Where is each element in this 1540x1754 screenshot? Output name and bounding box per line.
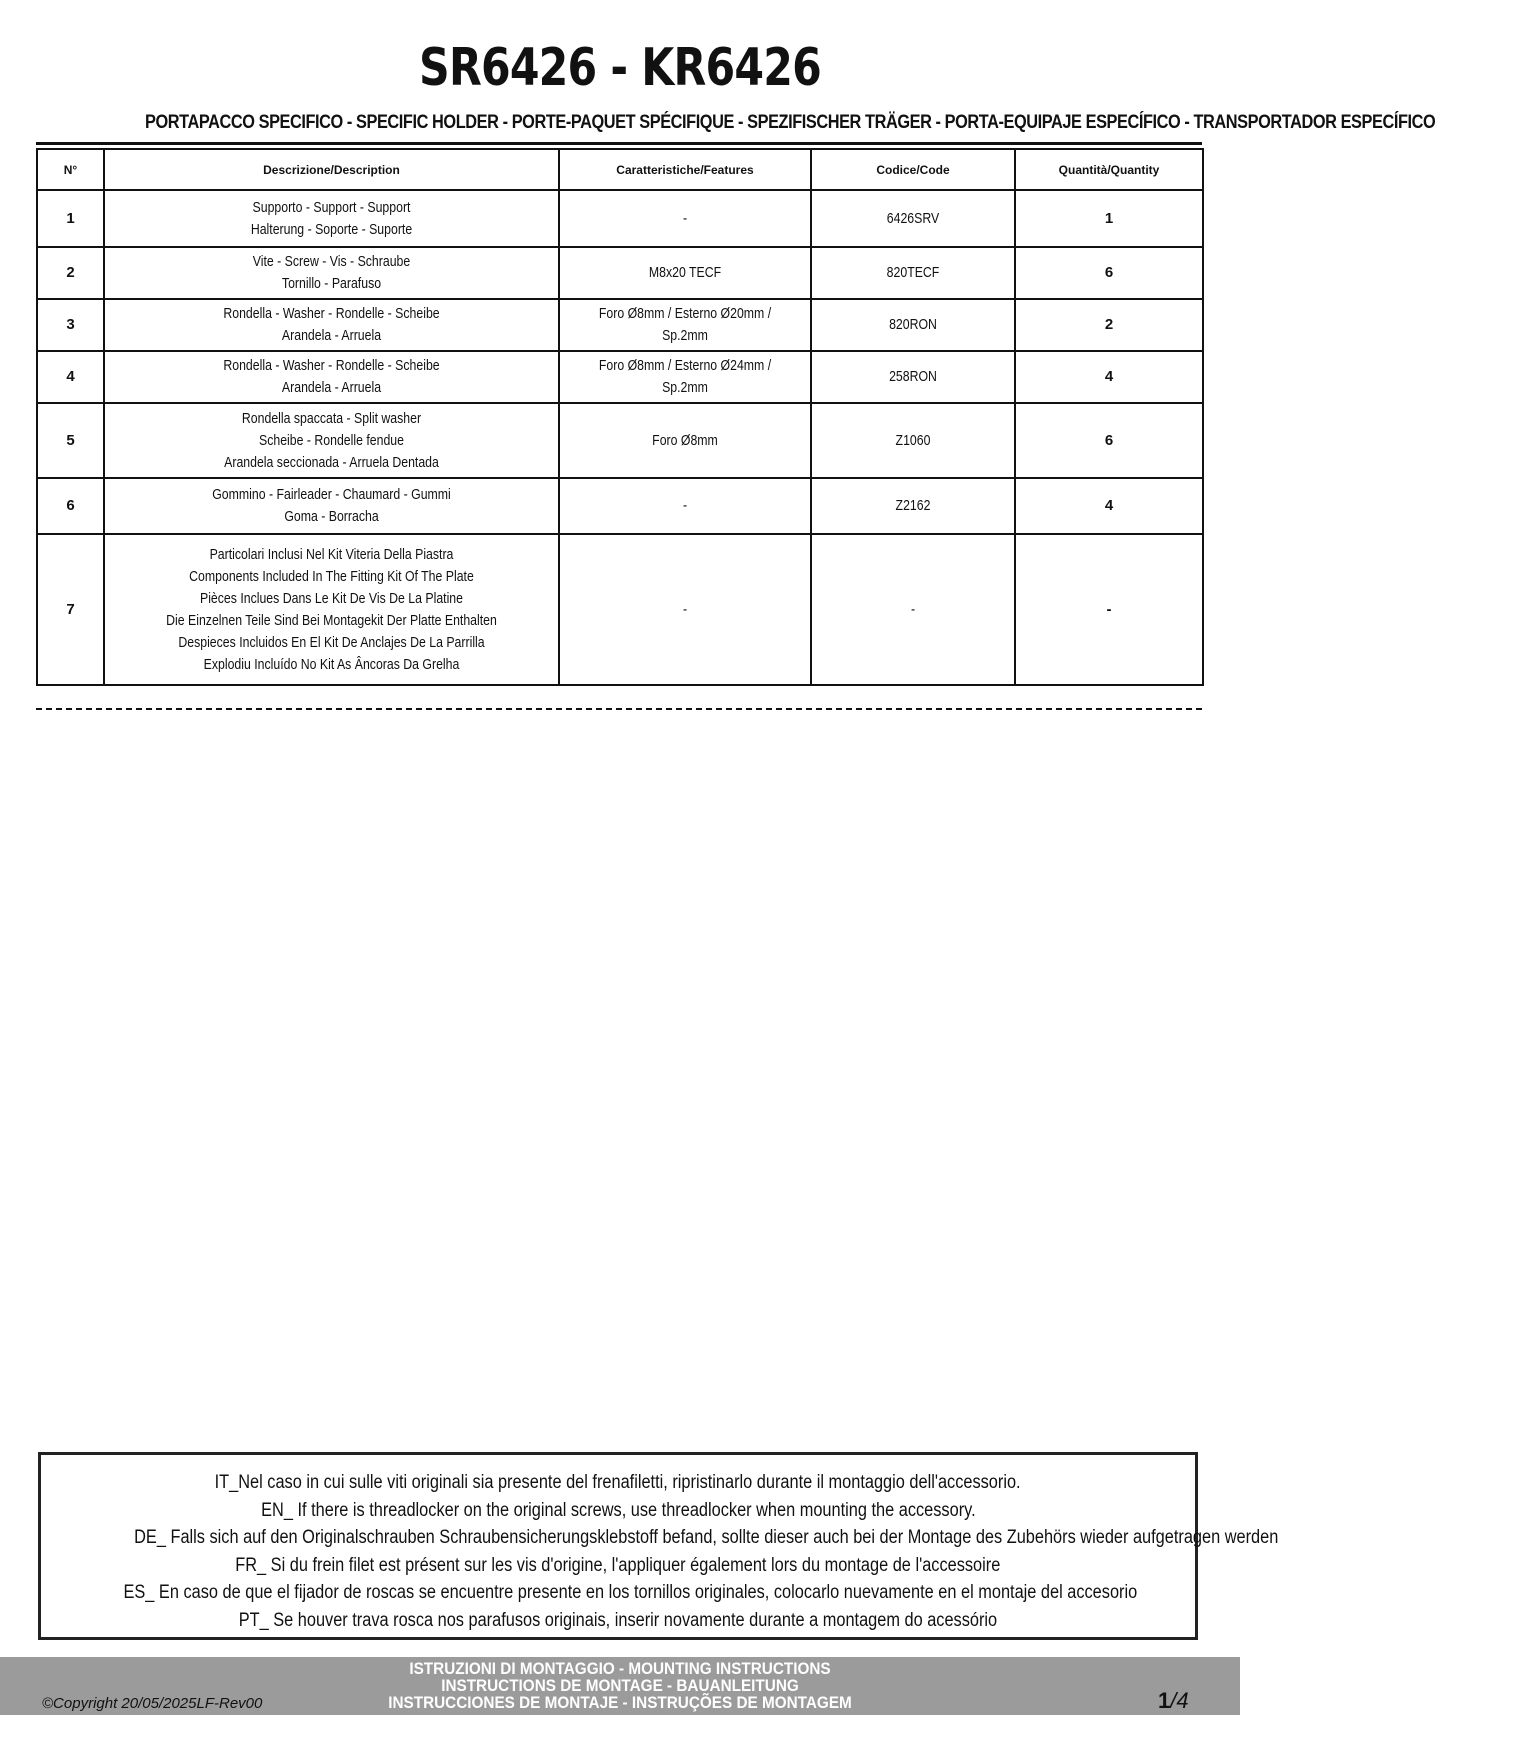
description-line: Despieces Incluidos En El Kit De Anclajes De La Parrilla — [178, 633, 485, 651]
description-line: Particolari Inclusi Nel Kit Viteria Della Piastra — [209, 545, 454, 563]
description-line: Scheibe - Rondelle fendue — [259, 431, 404, 449]
cell-num: 7 — [37, 534, 104, 685]
code-text: 820RON — [889, 316, 937, 333]
cell-features — [559, 534, 811, 685]
cell-features — [559, 247, 811, 299]
description-line: Rondella - Washer - Rondelle - Scheibe — [223, 357, 440, 374]
cell-features — [559, 403, 811, 478]
cell-num: 2 — [37, 247, 104, 299]
description-line: Goma - Borracha — [284, 508, 379, 525]
code-text: - — [910, 600, 916, 618]
features-line: - — [682, 497, 688, 514]
note-de: DE_ Falls sich auf den Originalschrauben Schraubensicherungsklebstoff befand, sollte dieser auch bei der Montage des Zubehörs wieder aufgetragen werden — [134, 1527, 1279, 1548]
cell-quantity: - — [1015, 534, 1203, 685]
table-row — [37, 351, 1203, 403]
cell-features — [559, 351, 811, 403]
description-line: Explodiu Incluído No Kit As Âncoras Da Grelha — [203, 655, 460, 673]
features-line: Foro Ø8mm / Esterno Ø20mm / — [598, 305, 772, 322]
header-description: Descrizione/Description — [104, 149, 559, 190]
features-line: Sp.2mm — [662, 379, 708, 396]
table-row — [37, 478, 1203, 534]
cell-description — [104, 478, 559, 534]
header-features: Caratteristiche/Features — [559, 149, 811, 190]
page-number — [1158, 1688, 1189, 1714]
table-row — [37, 190, 1203, 247]
footer-title-line: ISTRUZIONI DI MONTAGGIO - MOUNTING INSTRUCTIONS — [409, 1659, 831, 1678]
footer-title-line: INSTRUCCIONES DE MONTAJE - INSTRUÇÕES DE MONTAGEM — [388, 1693, 852, 1712]
cell-code — [811, 247, 1015, 299]
code-text: Z2162 — [895, 497, 931, 514]
description-line: Halterung - Soporte - Suporte — [250, 220, 413, 238]
note-en: EN_ If there is threadlocker on the original screws, use threadlocker when mounting the accessory. — [260, 1499, 976, 1521]
cell-features — [559, 478, 811, 534]
description-line: Vite - Screw - Vis - Schraube — [252, 253, 411, 270]
features-line: M8x20 TECF — [648, 264, 722, 281]
code-text: 820TECF — [886, 264, 940, 281]
dashed-separator — [36, 708, 1202, 710]
cell-num: 6 — [37, 478, 104, 534]
parts-table-body — [37, 190, 1203, 685]
code-text: Z1060 — [895, 431, 931, 449]
note-es: ES_ En caso de que el fijador de roscas se encuentre presente en los tornillos originales, colocarlo nuevamente en el montaje del accesorio — [123, 1582, 1138, 1603]
description-line: Rondella - Washer - Rondelle - Scheibe — [223, 305, 440, 322]
footer-title-line: INSTRUCTIONS DE MONTAGE - BAUANLEITUNG — [441, 1676, 799, 1695]
cell-code — [811, 534, 1015, 685]
features-line: Foro Ø8mm — [652, 431, 718, 449]
page-total: /4 — [1170, 1688, 1189, 1713]
cell-features — [559, 190, 811, 247]
table-row — [37, 247, 1203, 299]
header-num: N° — [37, 149, 104, 190]
cell-code — [811, 478, 1015, 534]
cell-code — [811, 351, 1015, 403]
note-pt: PT_ Se houver trava rosca nos parafusos originais, inserir novamente durante a montagem do acessório — [238, 1609, 998, 1631]
description-line: Gommino - Fairleader - Chaumard - Gummi — [212, 486, 451, 503]
table-header-row — [37, 149, 1203, 190]
description-line: Die Einzelnen Teile Sind Bei Montagekit Der Platte Enthalten — [166, 611, 497, 629]
cell-description — [104, 299, 559, 351]
cell-description — [104, 351, 559, 403]
table-row — [37, 299, 1203, 351]
threadlocker-notes — [38, 1452, 1279, 1640]
cell-num: 1 — [37, 190, 104, 247]
description-line: Arandela - Arruela — [281, 327, 382, 344]
cell-quantity: 6 — [1015, 247, 1203, 299]
description-line: Arandela - Arruela — [281, 379, 382, 396]
page-current: 1 — [1158, 1688, 1171, 1713]
features-line: Foro Ø8mm / Esterno Ø24mm / — [598, 357, 772, 374]
cell-description — [104, 403, 559, 478]
cell-code — [811, 403, 1015, 478]
cell-code — [811, 190, 1015, 247]
note-it: IT_Nel caso in cui sulle viti originali sia presente del frenafiletti, ripristinarlo durante il montaggio dell'accessorio. — [214, 1472, 1021, 1493]
copyright: ©Copyright 20/05/2025LF-Rev00 — [42, 1695, 263, 1712]
cell-description — [104, 247, 559, 299]
cell-description — [104, 190, 559, 247]
header-code: Codice/Code — [811, 149, 1015, 190]
description-line: Tornillo - Parafuso — [281, 275, 382, 292]
table-row — [37, 534, 1203, 685]
cell-quantity: 4 — [1015, 478, 1203, 534]
code-text: 6426SRV — [886, 209, 940, 227]
cell-quantity: 2 — [1015, 299, 1203, 351]
cell-num: 5 — [37, 403, 104, 478]
cell-quantity: 6 — [1015, 403, 1203, 478]
cell-description — [104, 534, 559, 685]
table-row — [37, 403, 1203, 478]
top-rule — [36, 142, 1202, 145]
cell-quantity: 4 — [1015, 351, 1203, 403]
cell-num: 4 — [37, 351, 104, 403]
code-text: 258RON — [889, 368, 937, 385]
document-subtitle — [40, 112, 1436, 134]
note-fr: FR_ Si du frein filet est présent sur les vis d'origine, l'appliquer également lors du montage de l'accessoire — [235, 1554, 1001, 1576]
footer-title — [340, 1660, 900, 1711]
features-line: Sp.2mm — [662, 327, 708, 344]
features-line: - — [682, 600, 688, 618]
cell-code — [811, 299, 1015, 351]
features-line: - — [682, 209, 688, 227]
description-line: Pièces Inclues Dans Le Kit De Vis De La Platine — [199, 589, 463, 607]
header-quantity: Quantità/Quantity — [1015, 149, 1203, 190]
description-line: Components Included In The Fitting Kit Of The Plate — [189, 567, 474, 585]
cell-quantity: 1 — [1015, 190, 1203, 247]
cell-features — [559, 299, 811, 351]
parts-table — [36, 148, 1204, 686]
description-line: Rondella spaccata - Split washer — [241, 409, 422, 427]
document-title: SR6426 - KR6426 — [419, 38, 821, 98]
subtitle-text: PORTAPACCO SPECIFICO - SPECIFIC HOLDER - PORTE-PAQUET SPÉCIFIQUE - SPEZIFISCHER TRÄGER - PORTA-EQUIPAJE ESPECÍFICO - TRANSPORTADOR ESPECÍFICO — [145, 112, 1436, 133]
description-line: Supporto - Support - Support — [252, 198, 411, 216]
description-line: Arandela seccionada - Arruela Dentada — [224, 453, 439, 471]
cell-num: 3 — [37, 299, 104, 351]
